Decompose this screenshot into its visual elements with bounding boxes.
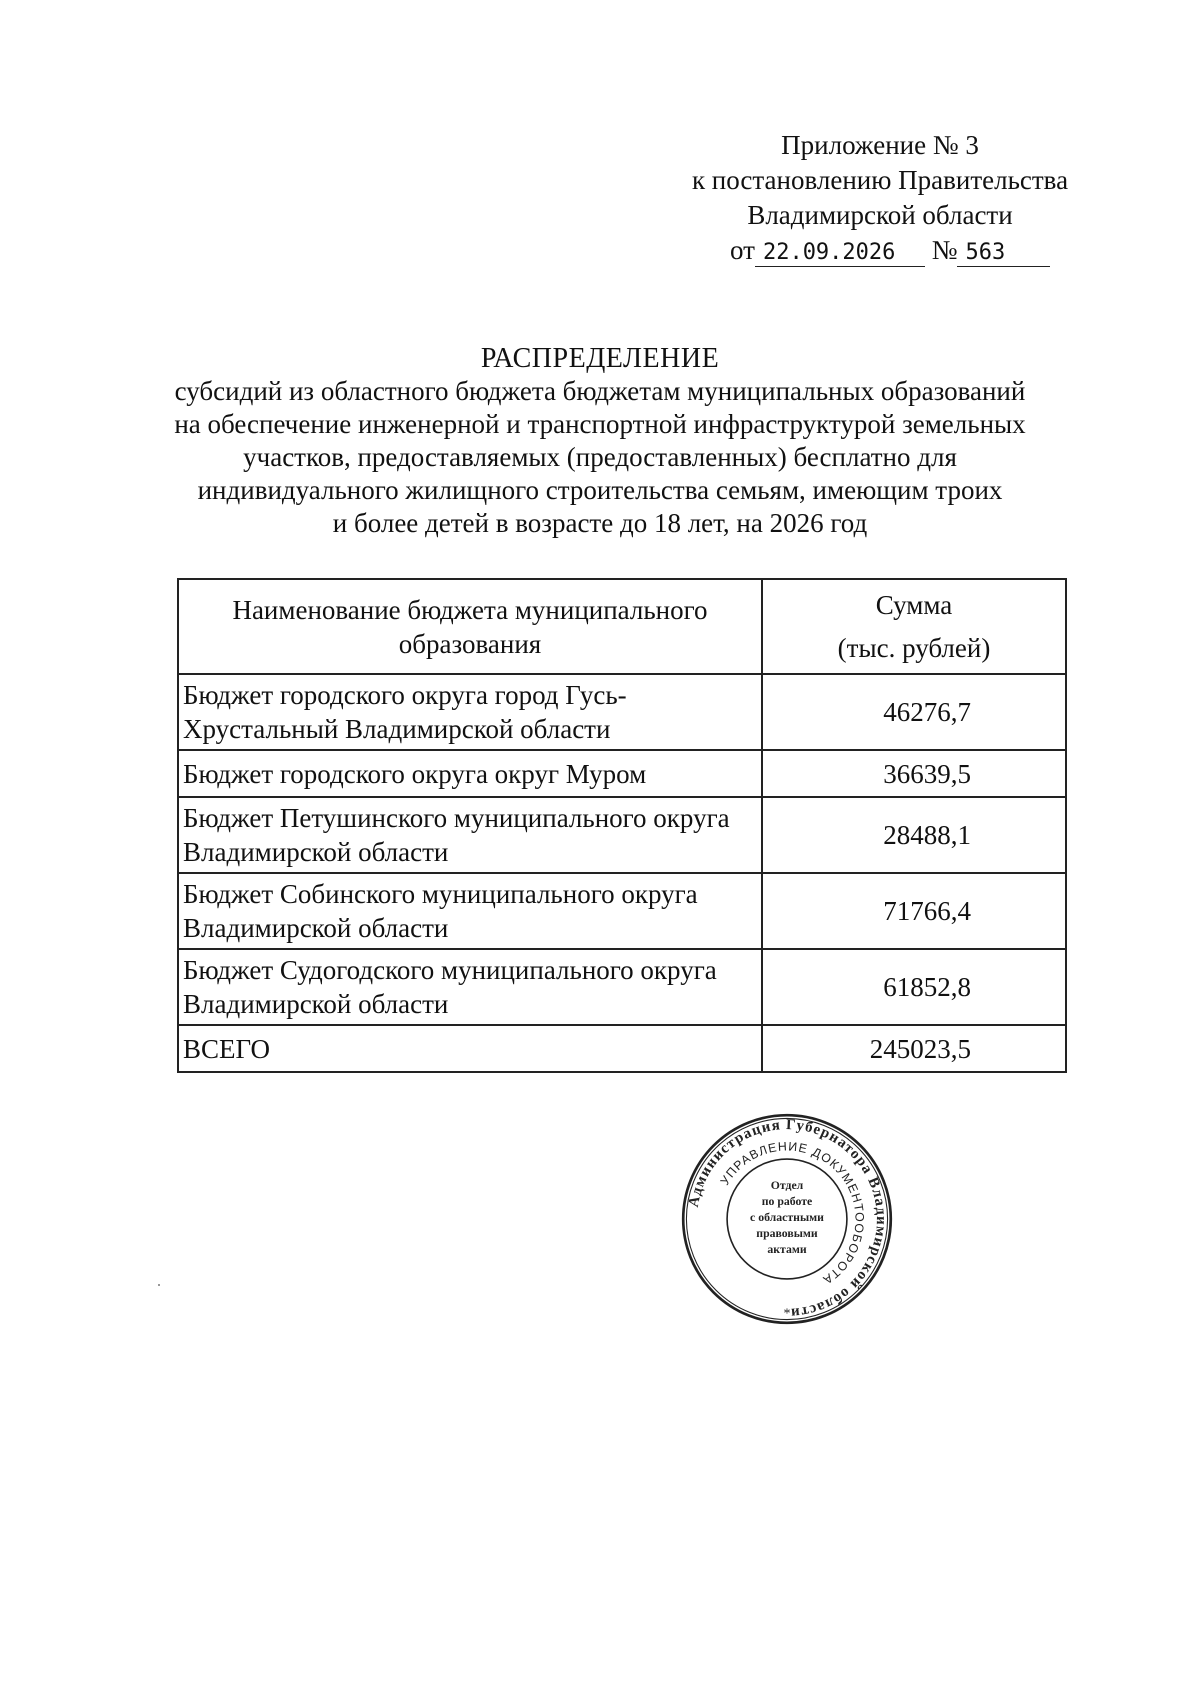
budget-name: Бюджет Петушинского муниципального округа Владимирской области [178, 797, 762, 873]
total-label: ВСЕГО [178, 1025, 762, 1072]
stamp-center-line: правовыми [756, 1227, 818, 1241]
title-line: индивидуального жилищного строительства семьям, имеющим троих [197, 475, 1003, 505]
title-line: участков, предоставляемых (предоставленных) бесплатно для [243, 442, 957, 472]
table-row [178, 674, 1066, 750]
title-heading: РАСПРЕДЕЛЕНИЕ [480, 343, 720, 374]
number-prefix: № [931, 235, 958, 265]
budget-name: Бюджет городского округа город Гусь-Хрустальный Владимирской области [178, 674, 762, 750]
stamp-center-line: актами [767, 1243, 807, 1257]
budget-name: Бюджет Собинского муниципального округа Владимирской области [178, 873, 762, 949]
budget-amount: 71766,4 [762, 873, 1066, 949]
budget-name: Бюджет Судогодского муниципального округа Владимирской области [178, 949, 762, 1025]
document-number: 563 [957, 240, 1050, 267]
appendix-reference: к постановлению Правительства [691, 165, 1069, 195]
date-prefix: от [730, 235, 755, 265]
scan-speck [158, 1284, 160, 1286]
header-sum-unit: (тыс. рублей) [837, 632, 991, 663]
header-sum [762, 579, 1066, 674]
distribution-table [177, 578, 1067, 1073]
budget-name: Бюджет городского округа округ Муром [178, 750, 762, 797]
document-date: 22.09.2026 [755, 240, 925, 267]
stamp-outer-text: Администрация Губернатора Владимирской области [685, 1116, 889, 1321]
appendix-block [680, 128, 1080, 268]
table-row [178, 949, 1066, 1025]
table-row [178, 873, 1066, 949]
official-stamp [680, 1112, 894, 1326]
stamp-center-line: Отдел [770, 1179, 804, 1193]
stamp-star-icon: * [783, 1306, 791, 1322]
table-total-row [178, 1025, 1066, 1072]
table-row [178, 750, 1066, 797]
stamp-inner-text: УПРАВЛЕНИЕ ДОКУМЕНТООБОРОТА [717, 1139, 867, 1288]
table-header-row [178, 579, 1066, 674]
title-line: и более детей в возрасте до 18 лет, на 2026 год [332, 508, 868, 538]
budget-amount: 46276,7 [762, 674, 1066, 750]
budget-amount: 61852,8 [762, 949, 1066, 1025]
title-line: субсидий из областного бюджета бюджетам муниципальных образований [174, 376, 1026, 406]
appendix-title: Приложение № 3 [781, 130, 979, 160]
appendix-date-number [680, 233, 1080, 268]
total-amount: 245023,5 [762, 1025, 1066, 1072]
stamp-center-line: с областными [750, 1211, 824, 1225]
stamp-center-line: по работе [761, 1195, 813, 1209]
table-row [178, 797, 1066, 873]
document-title [150, 342, 1050, 540]
header-sum-label: Сумма [875, 589, 953, 620]
appendix-region: Владимирской области [747, 200, 1013, 230]
header-name: Наименование бюджета муниципального образования [178, 579, 762, 674]
budget-amount: 28488,1 [762, 797, 1066, 873]
budget-amount: 36639,5 [762, 750, 1066, 797]
title-line: на обеспечение инженерной и транспортной инфраструктурой земельных [174, 409, 1026, 439]
